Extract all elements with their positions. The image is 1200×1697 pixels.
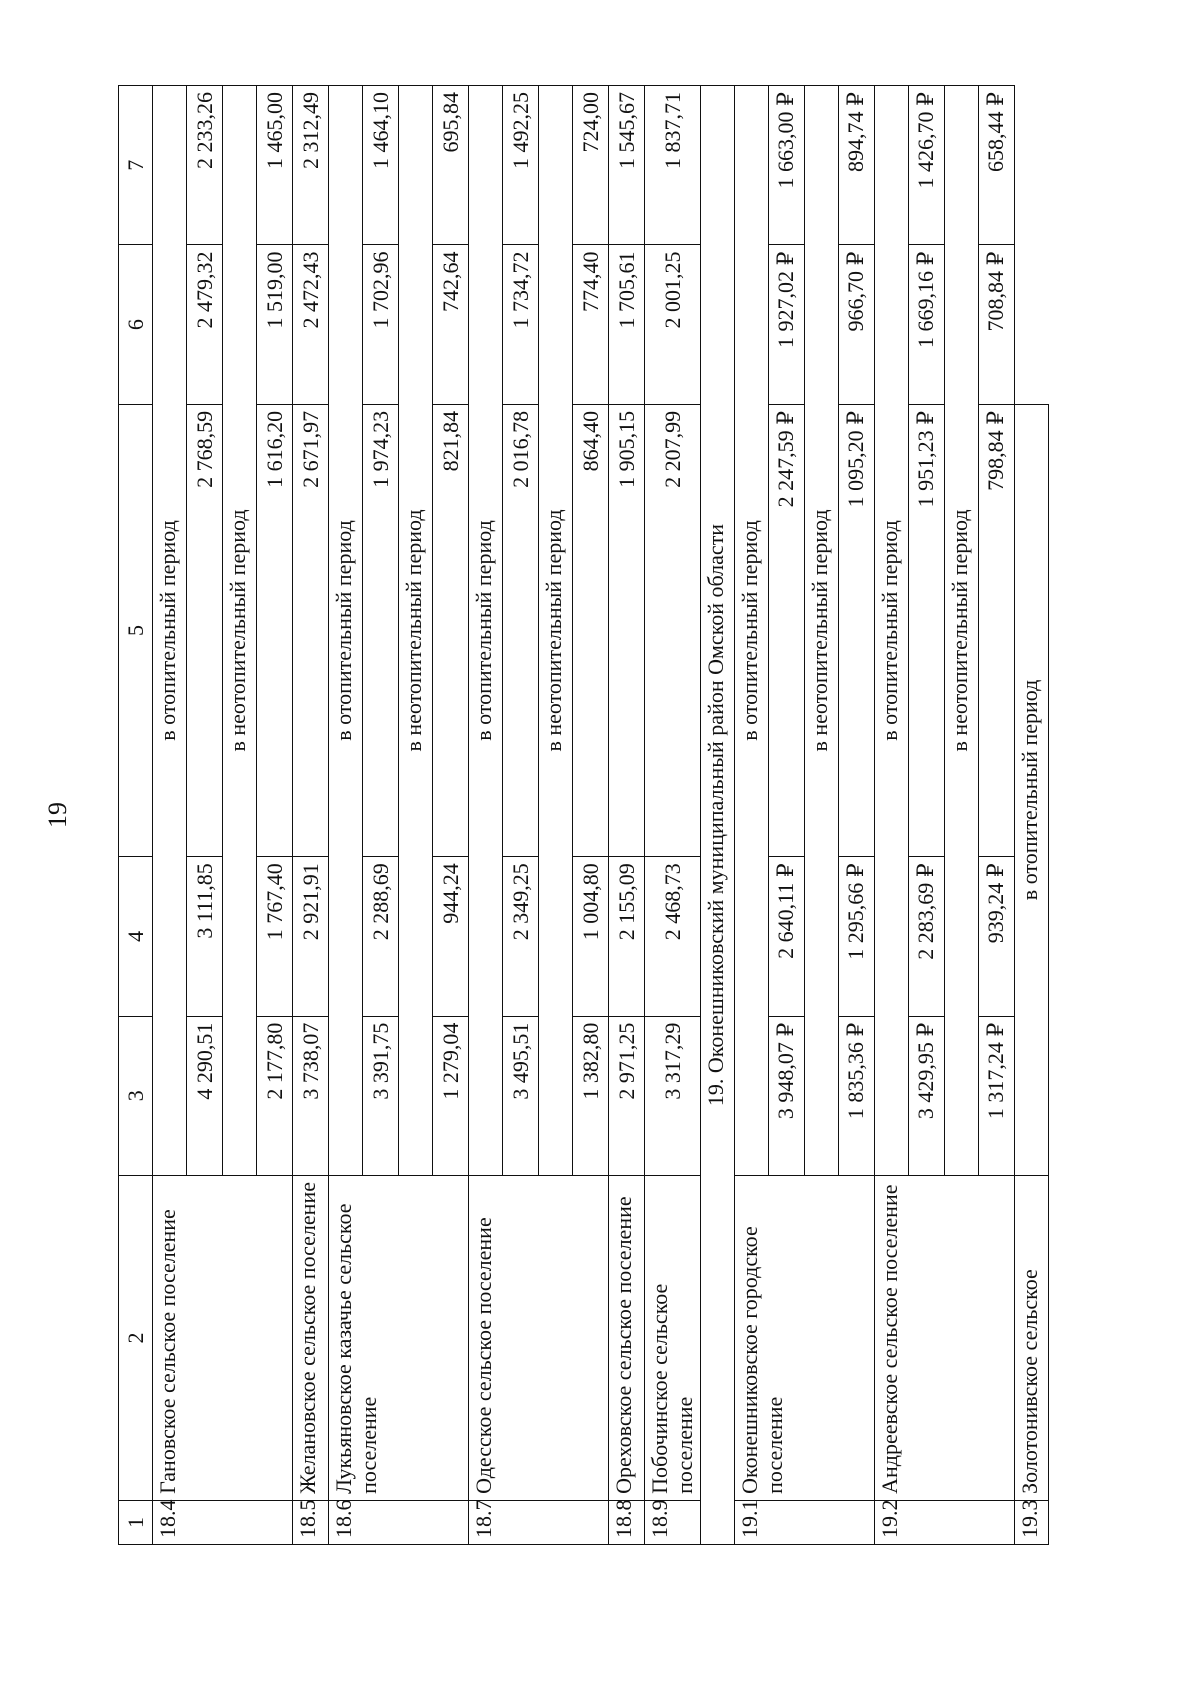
value-v4: 939,24 ₽ [978,857,1014,1016]
period-label: в отопительный период [469,86,503,1176]
value-v4: 3 111,85 [187,857,223,1016]
value-v4: 2 921,91 [293,857,329,1016]
value-v5: 2 671,97 [293,404,329,856]
settlement-name: Побочинское сельское поселение [645,1175,701,1500]
period-row [329,86,363,1545]
row-number: 18.7 [469,1500,609,1544]
value-v6: 1 734,72 [503,245,539,404]
value-v4: 2 640,11 ₽ [768,857,804,1016]
value-v7: 724,00 [573,86,609,245]
value-v6: 1 927,02 ₽ [768,245,804,404]
rotated-table-wrapper [118,85,1058,1545]
section-row [700,86,734,1545]
row-number: 18.5 [293,1500,329,1544]
column-header: 4 [119,857,153,1016]
value-v5: 1 905,15 [609,404,645,856]
value-v5: 864,40 [573,404,609,856]
settlement-name: Ореховское сельское поселение [609,1175,645,1500]
row-number: 18.8 [609,1500,645,1544]
value-v6: 742,64 [433,245,469,404]
table-row [609,86,645,1545]
period-label: в отопительный период [1014,404,1048,1175]
value-v7: 658,44 ₽ [978,86,1014,245]
period-label: в неотопительный период [539,86,573,1176]
value-v3: 3 429,95 ₽ [908,1016,944,1175]
value-v6: 1 669,16 ₽ [908,245,944,404]
period-label: в отопительный период [153,86,187,1176]
value-v7: 1 465,00 [257,86,293,245]
value-v3: 1 317,24 ₽ [978,1016,1014,1175]
period-label: в отопительный период [734,86,768,1176]
value-v4: 2 349,25 [503,857,539,1016]
value-v3: 2 177,80 [257,1016,293,1175]
value-v3: 2 971,25 [609,1016,645,1175]
value-v3: 4 290,51 [187,1016,223,1175]
row-number: 19.1 [734,1500,874,1544]
value-v3: 3 738,07 [293,1016,329,1175]
column-header: 7 [119,86,153,245]
value-v6: 708,84 ₽ [978,245,1014,404]
value-v5: 2 207,99 [645,404,701,856]
value-v4: 2 468,73 [645,857,701,1016]
value-v6: 774,40 [573,245,609,404]
value-v5: 1 974,23 [363,404,399,856]
column-header: 6 [119,245,153,404]
value-v5: 798,84 ₽ [978,404,1014,856]
period-label: в отопительный период [329,86,363,1176]
row-number: 18.4 [153,1500,293,1544]
value-v7: 1 464,10 [363,86,399,245]
value-v4: 1 767,40 [257,857,293,1016]
value-v7: 1 663,00 ₽ [768,86,804,245]
value-v3: 3 495,51 [503,1016,539,1175]
value-v5: 1 095,20 ₽ [838,404,874,856]
section-title: 19. Оконешниковский муниципальный район Омской области [700,86,734,1545]
period-row [469,86,503,1545]
value-v3: 1 279,04 [433,1016,469,1175]
value-v7: 1 426,70 ₽ [908,86,944,245]
value-v5: 2 016,78 [503,404,539,856]
settlement-name: Андреевское сельское поселение [874,1175,1014,1500]
value-v5: 1 616,20 [257,404,293,856]
period-label: в неотопительный период [399,86,433,1176]
settlement-name: Гановское сельское поселение [153,1175,293,1500]
period-row [874,86,908,1545]
value-v6: 1 519,00 [257,245,293,404]
value-v3: 1 835,36 ₽ [838,1016,874,1175]
period-label: в неотопительный период [944,86,978,1176]
value-v7: 894,74 ₽ [838,86,874,245]
value-v4: 1 004,80 [573,857,609,1016]
value-v4: 2 283,69 ₽ [908,857,944,1016]
value-v6: 1 702,96 [363,245,399,404]
value-v7: 2 233,26 [187,86,223,245]
value-v7: 695,84 [433,86,469,245]
row-number: 19.2 [874,1500,1014,1544]
table-row [645,86,701,1545]
value-v5: 2 247,59 ₽ [768,404,804,856]
value-v4: 944,24 [433,857,469,1016]
period-label: в неотопительный период [223,86,257,1176]
column-header: 3 [119,1016,153,1175]
value-v3: 1 382,80 [573,1016,609,1175]
value-v3: 3 391,75 [363,1016,399,1175]
column-header: 5 [119,404,153,856]
value-v5: 2 768,59 [187,404,223,856]
header-row [119,86,153,1545]
row-number: 18.9 [645,1500,701,1544]
value-v3: 3 317,29 [645,1016,701,1175]
page-number: 19 [43,802,72,828]
value-v6: 1 705,61 [609,245,645,404]
settlement-name: Одесское сельское поселение [469,1175,609,1500]
period-row [1014,86,1048,1545]
value-v3: 3 948,07 ₽ [768,1016,804,1175]
period-row [734,86,768,1545]
value-v5: 821,84 [433,404,469,856]
row-number: 19.3 [1014,1500,1048,1544]
empty-cell [1014,86,1048,405]
value-v6: 2 001,25 [645,245,701,404]
period-row [153,86,187,1545]
period-label: в неотопительный период [804,86,838,1176]
tariff-table [118,85,1049,1545]
period-label: в отопительный период [874,86,908,1176]
table-row [293,86,329,1545]
value-v7: 2 312,49 [293,86,329,245]
settlement-name: Лукьяновское казачье сельское поселение [329,1175,469,1500]
value-v6: 966,70 ₽ [838,245,874,404]
settlement-name: Оконешниковское городское поселение [734,1175,874,1500]
row-number: 18.6 [329,1500,469,1544]
value-v6: 2 472,43 [293,245,329,404]
settlement-name: Желановское сельское поселение [293,1175,329,1500]
value-v4: 2 155,09 [609,857,645,1016]
value-v7: 1 837,71 [645,86,701,245]
value-v7: 1 492,25 [503,86,539,245]
value-v4: 2 288,69 [363,857,399,1016]
column-header: 1 [119,1500,153,1544]
value-v4: 1 295,66 ₽ [838,857,874,1016]
column-header: 2 [119,1175,153,1500]
value-v7: 1 545,67 [609,86,645,245]
value-v5: 1 951,23 ₽ [908,404,944,856]
settlement-name: Золотонивское сельское [1014,1175,1048,1500]
value-v6: 2 479,32 [187,245,223,404]
